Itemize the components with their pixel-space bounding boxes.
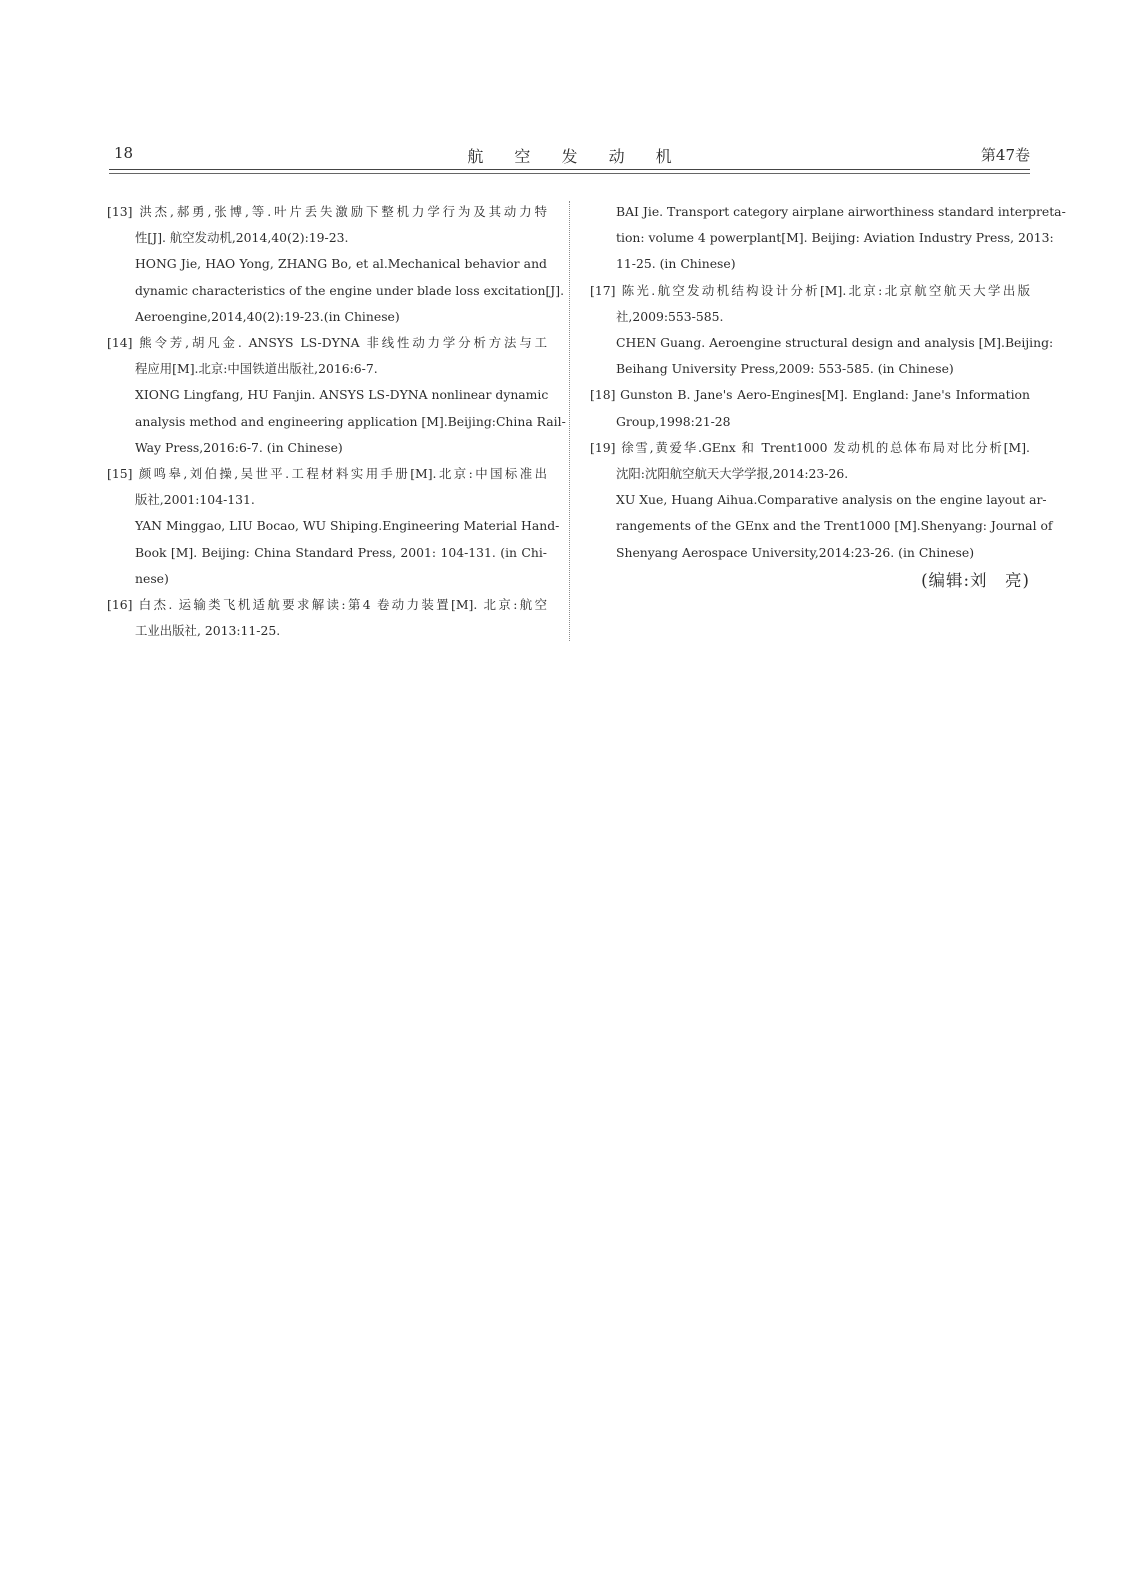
reference-number: [19] [590, 439, 616, 455]
reference-number: [14] [107, 335, 133, 351]
running-header [109, 144, 1030, 168]
reference-line: nese) [135, 570, 169, 586]
reference-number: [15] [107, 466, 133, 482]
reference-line: rangements of the GEnx and the Trent1000 [M].Shenyang: Journal of [616, 518, 1053, 534]
reference-line: dynamic characteristics of the engine under blade loss excitation[J]. [135, 282, 565, 298]
header-rule-thin [109, 173, 1030, 174]
reference-number: [18] [590, 387, 616, 403]
reference-number: [13] [107, 204, 133, 219]
reference-line: tion: volume 4 powerplant[M]. Beijing: Aviation Industry Press, 2013: [616, 230, 1054, 246]
reference-line: 版社,2001:104-131. [135, 492, 255, 508]
reference-line: Book [M]. Beijing: China Standard Press, 2001: 104-131. (in Chi- [135, 544, 547, 560]
header-rule-thick [109, 169, 1030, 170]
reference-line: [15] 颜鸣皋,刘伯操,吴世平.工程材料实用手册[M].北京:中国标准出 [107, 466, 547, 482]
reference-line: HONG Jie, HAO Yong, ZHANG Bo, et al.Mechanical behavior and [135, 256, 547, 272]
column-divider [569, 201, 570, 641]
reference-line: 11-25. (in Chinese) [616, 256, 736, 272]
reference-line: 工业出版社, 2013:11-25. [135, 623, 281, 639]
reference-line: Shenyang Aerospace University,2014:23-26. (in Chinese) [616, 544, 975, 560]
reference-15 [107, 461, 560, 592]
reference-line: [16] 白杰. 运输类飞机适航要求解读:第4 卷动力装置[M]. 北京:航空 [107, 597, 547, 613]
reference-number: [16] [107, 597, 133, 613]
journal-title: 航 空 发 动 机 [467, 147, 685, 166]
reference-19 [590, 435, 1053, 566]
reference-line: Beihang University Press,2009: 553-585. (in Chinese) [616, 361, 954, 377]
volume-label: 第47卷 [980, 146, 1030, 164]
reference-line: [13] 洪杰,郝勇,张博,等.叶片丢失激励下整机力学行为及其动力特 [107, 204, 547, 219]
reference-line: analysis method and engineering application [M].Beijing:China Rail- [135, 413, 566, 429]
editor-note: (编辑:刘 亮) [921, 570, 1030, 590]
reference-line: 程应用[M].北京:中国铁道出版社,2016:6-7. [135, 361, 378, 377]
reference-line: YAN Minggao, LIU Bocao, WU Shiping.Engineering Material Hand- [135, 518, 560, 534]
reference-line: BAI Jie. Transport category airplane airworthiness standard interpreta- [616, 204, 1066, 219]
reference-16 [107, 592, 547, 644]
reference-line: XU Xue, Huang Aihua.Comparative analysis on the engine layout ar- [616, 492, 1047, 508]
reference-line: XIONG Lingfang, HU Fanjin. ANSYS LS-DYNA nonlinear dynamic [135, 387, 549, 403]
reference-line: 沈阳:沈阳航空航天大学学报,2014:23-26. [616, 466, 849, 482]
reference-line: CHEN Guang. Aeroengine structural design and analysis [M].Beijing: [616, 335, 1054, 351]
reference-18 [590, 382, 1030, 434]
page-number: 18 [114, 144, 134, 162]
reference-13 [107, 199, 565, 330]
reference-line: [18] Gunston B. Jane's Aero-Engines[M]. England: Jane's Information [590, 387, 1030, 403]
reference-line: 性[J]. 航空发动机,2014,40(2):19-23. [135, 230, 349, 246]
references-left-column [107, 199, 566, 644]
reference-number: [17] [590, 282, 616, 298]
references-right-column [590, 199, 1066, 596]
reference-line: Group,1998:21-28 [616, 413, 731, 429]
reference-line: [14] 熊令芳,胡凡金. ANSYS LS-DYNA 非线性动力学分析方法与工 [107, 335, 547, 351]
reference-16-continued [590, 199, 1066, 278]
reference-line: [17] 陈光.航空发动机结构设计分析[M].北京:北京航空航天大学出版 [590, 282, 1030, 298]
reference-14 [107, 330, 566, 461]
reference-line: 社,2009:553-585. [616, 308, 724, 324]
reference-line: Aeroengine,2014,40(2):19-23.(in Chinese) [135, 308, 400, 324]
reference-17 [590, 278, 1054, 383]
reference-line: Way Press,2016:6-7. (in Chinese) [135, 439, 343, 455]
reference-line: [19] 徐雪,黄爱华.GEnx 和 Trent1000 发动机的总体布局对比分析[M]. [590, 439, 1030, 455]
